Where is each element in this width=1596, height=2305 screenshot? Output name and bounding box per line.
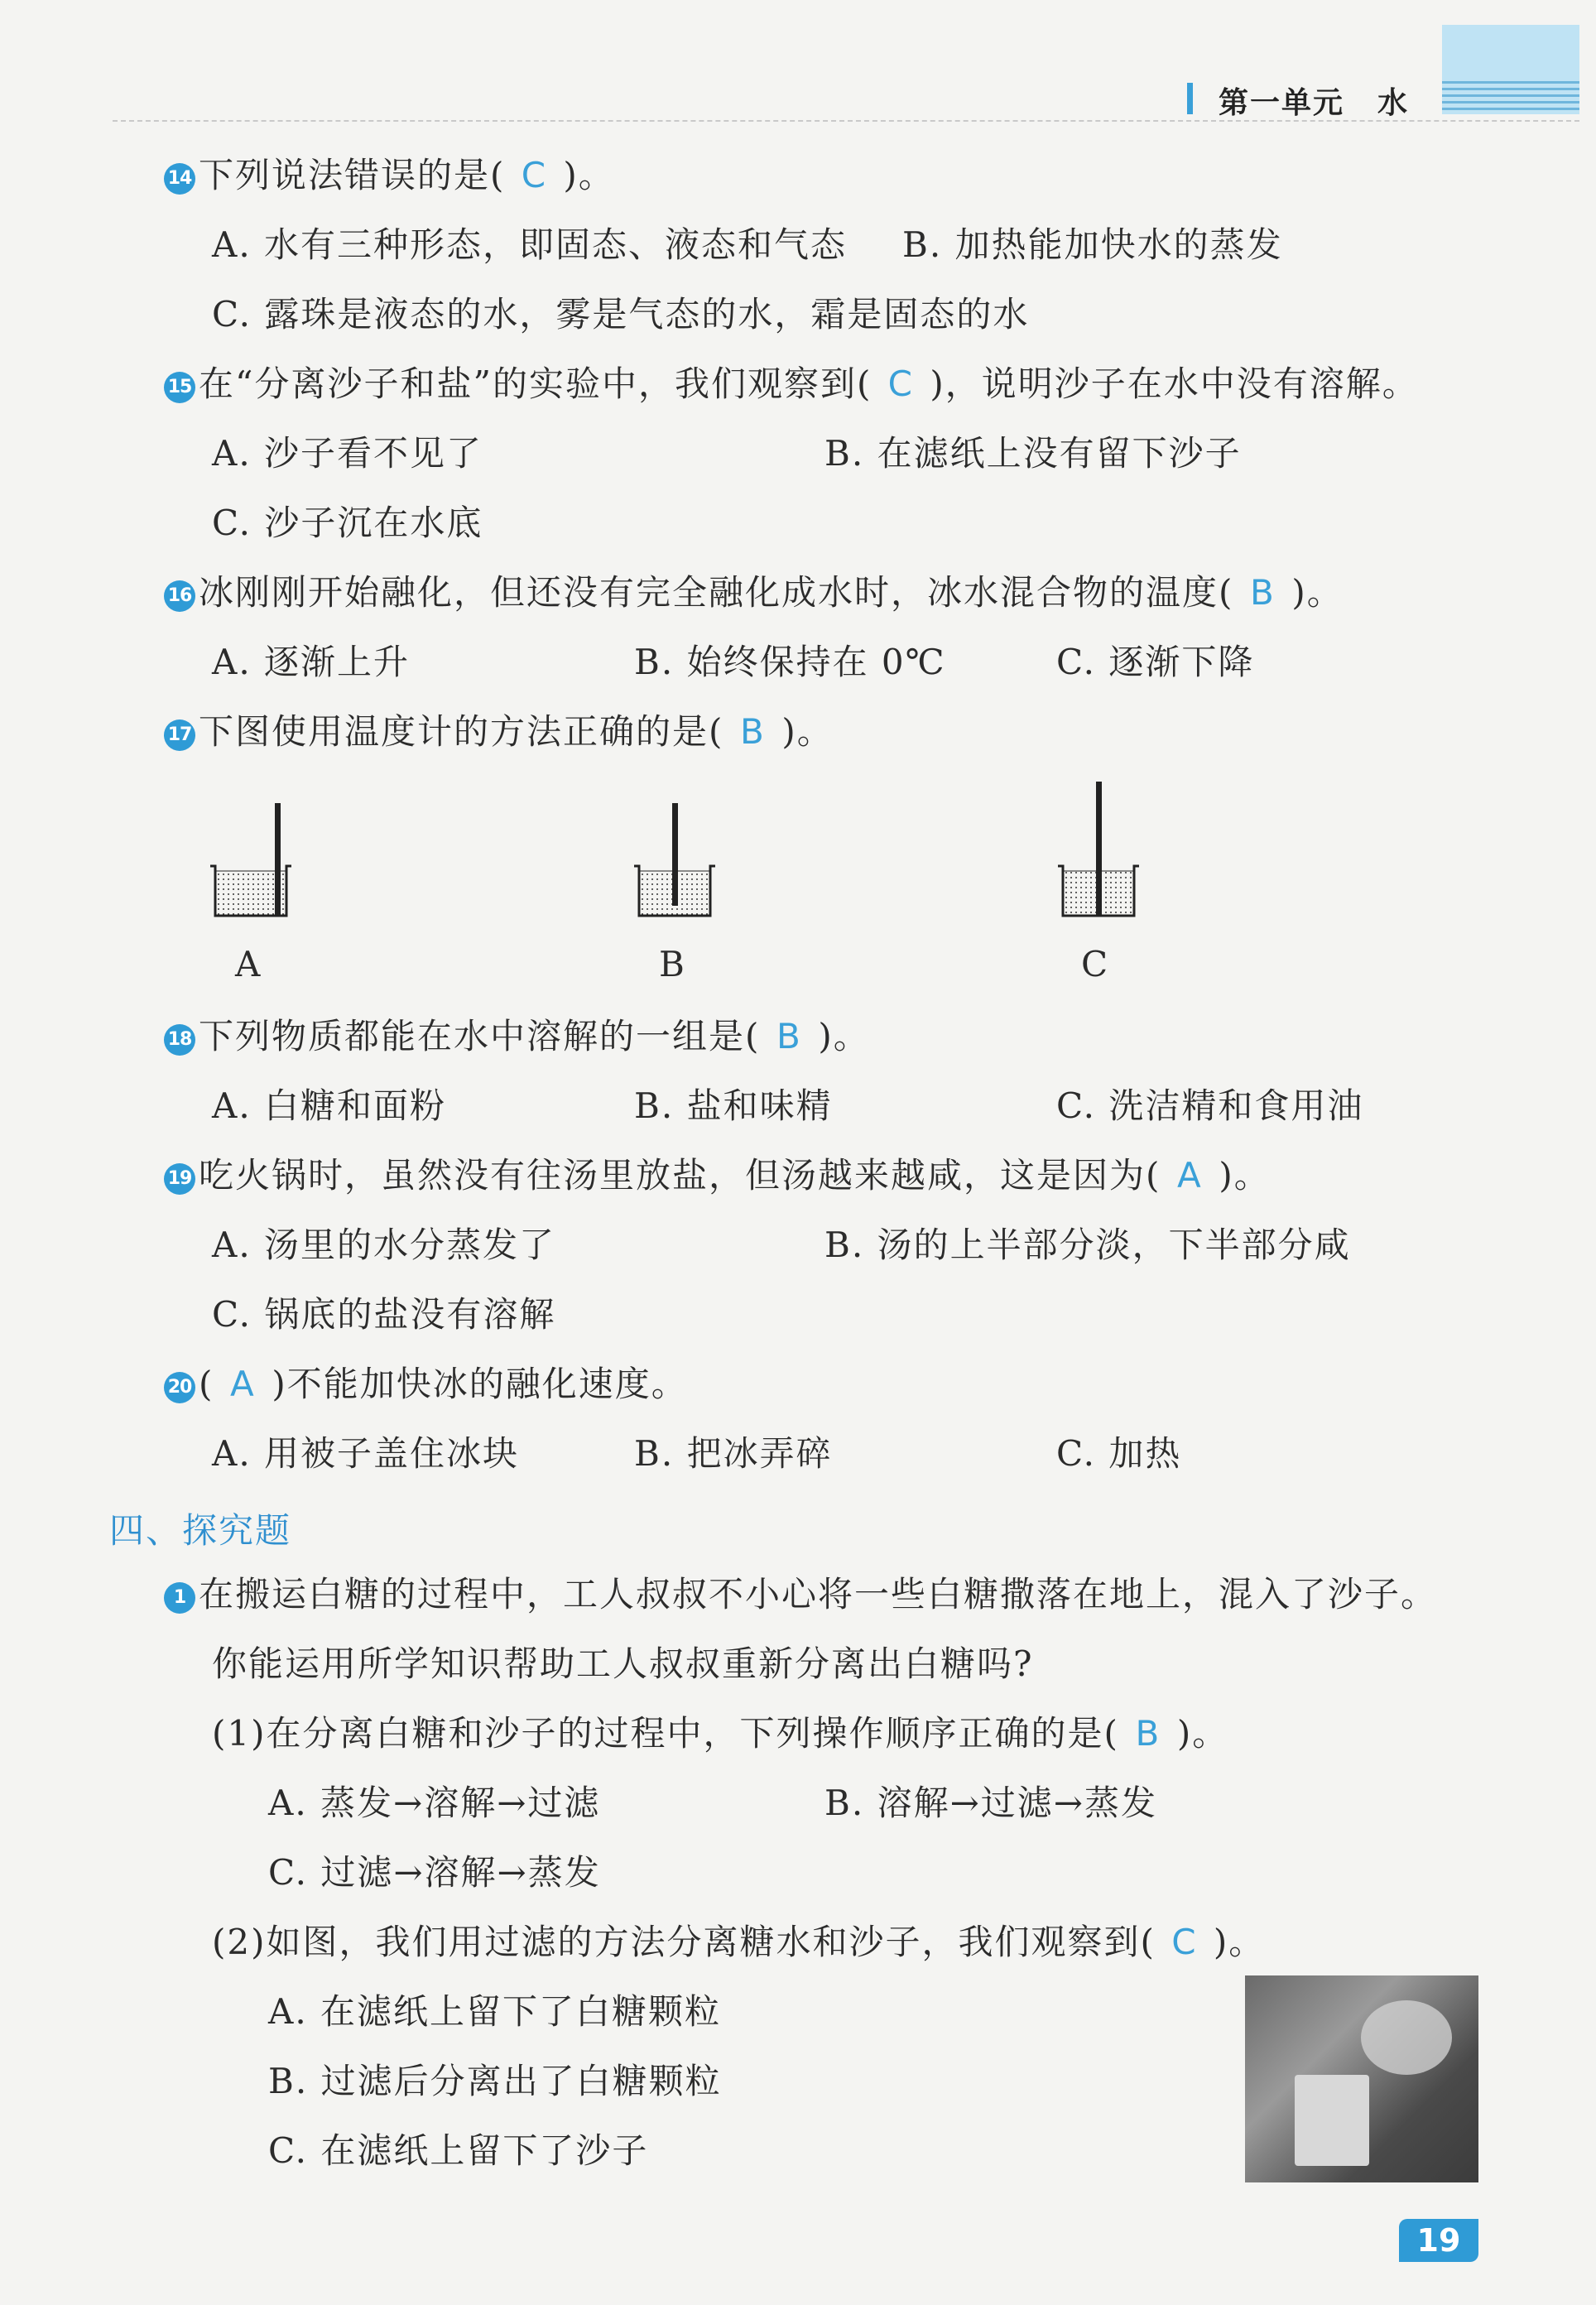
option-b: B. 过滤后分离出了白糖颗粒 (268, 2061, 722, 2101)
option-b: B. 加热能加快水的蒸发 (902, 224, 1283, 265)
question-14-stem: 14 下列说法错误的是( C )。 (164, 154, 615, 197)
option-a: A. 逐渐上升 (212, 642, 411, 682)
answer-mark: A (1177, 1155, 1203, 1196)
diagram-label-c: C (1081, 944, 1108, 984)
filtering-photo (1245, 1975, 1478, 2182)
option-b: B. 溶解→过滤→蒸发 (824, 1783, 1157, 1823)
answer-mark: A (230, 1364, 256, 1404)
option-c: C. 加热 (1056, 1433, 1182, 1474)
question-19-stem: 19 吃火锅时，虽然没有往汤里放盐，但汤越来越咸，这是因为( A )。 (164, 1154, 1271, 1197)
question-20-stem: 20 ( A )不能加快冰的融化速度。 (164, 1363, 688, 1406)
answer-mark: C (887, 363, 914, 404)
option-b: B. 在滤纸上没有留下沙子 (824, 433, 1242, 474)
option-c: C. 逐渐下降 (1056, 642, 1255, 682)
question-17-stem: 17 下图使用温度计的方法正确的是( B )。 (164, 710, 834, 753)
question-18-stem: 18 下列物质都能在水中溶解的一组是( B )。 (164, 1015, 870, 1058)
option-c: C. 锅底的盐没有溶解 (212, 1294, 556, 1335)
option-b: B. 盐和味精 (634, 1085, 833, 1126)
beaker-thermometer-diagram-a (207, 803, 298, 944)
option-c: C. 露珠是液态的水，雾是气态的水，霜是固态的水 (212, 294, 1030, 334)
option-c: C. 过滤→溶解→蒸发 (268, 1852, 601, 1893)
question-number-badge: 1 (164, 1582, 195, 1614)
answer-mark: B (739, 711, 766, 752)
option-a: A. 白糖和面粉 (212, 1085, 447, 1126)
question-number-badge: 15 (164, 372, 195, 403)
investigation-1-stem: 1 在搬运白糖的过程中，工人叔叔不小心将一些白糖撒落在地上，混入了沙子。 (164, 1573, 1437, 1616)
sub-question-1: (1)在分离白糖和沙子的过程中，下列操作顺序正确的是( B )。 (212, 1713, 1229, 1754)
sub-question-2: (2)如图，我们用过滤的方法分离糖水和沙子，我们观察到( C )。 (212, 1922, 1266, 1962)
option-a: A. 用被子盖住冰块 (212, 1433, 520, 1474)
question-number-badge: 18 (164, 1024, 195, 1056)
page-number: 19 (1399, 2219, 1478, 2262)
option-c: C. 沙子沉在水底 (212, 503, 483, 543)
option-a: A. 在滤纸上留下了白糖颗粒 (268, 1991, 722, 2032)
diagram-label-a: A (235, 944, 261, 984)
question-number-badge: 20 (164, 1372, 195, 1403)
question-number-badge: 16 (164, 580, 195, 612)
option-a: A. 蒸发→溶解→过滤 (268, 1783, 601, 1823)
option-b: B. 汤的上半部分淡，下半部分咸 (824, 1225, 1351, 1265)
answer-mark: B (1135, 1713, 1161, 1754)
beaker-thermometer-diagram-c (1055, 782, 1146, 944)
option-b: B. 把冰弄碎 (634, 1433, 833, 1474)
question-number-badge: 17 (164, 719, 195, 751)
funnel-shape (1361, 2000, 1452, 2075)
option-a: A. 汤里的水分蒸发了 (212, 1225, 556, 1265)
beaker-thermometer-diagram-b (631, 803, 722, 944)
option-c: C. 在滤纸上留下了沙子 (268, 2130, 649, 2171)
question-number-badge: 19 (164, 1163, 195, 1195)
question-16-stem: 16 冰刚刚开始融化，但还没有完全融化成水时，冰水混合物的温度( B )。 (164, 571, 1344, 614)
diagram-label-b: B (659, 944, 685, 984)
option-b: B. 始终保持在 0℃ (634, 642, 946, 682)
cup-shape (1295, 2075, 1369, 2166)
header-accent-bar (1187, 83, 1193, 114)
investigation-1-stem-cont: 你能运用所学知识帮助工人叔叔重新分离出白糖吗? (212, 1643, 1034, 1684)
header-stripes (1442, 81, 1579, 113)
header-topic: 水 (1377, 86, 1410, 120)
section-heading: 四、探究题 (109, 1510, 292, 1551)
answer-mark: C (521, 155, 548, 195)
option-a: A. 沙子看不见了 (212, 433, 483, 474)
option-c: C. 洗洁精和食用油 (1056, 1085, 1364, 1126)
question-15-stem: 15 在“分离沙子和盐”的实验中，我们观察到( C )，说明沙子在水中没有溶解。 (164, 363, 1419, 406)
answer-mark: B (1249, 572, 1276, 613)
question-number-badge: 14 (164, 163, 195, 195)
option-a: A. 水有三种形态，即固态、液态和气态 (212, 224, 848, 265)
header-title (1219, 79, 1409, 122)
answer-mark: B (776, 1016, 802, 1056)
header-unit: 第一单元 (1219, 86, 1345, 120)
answer-mark: C (1171, 1922, 1198, 1962)
